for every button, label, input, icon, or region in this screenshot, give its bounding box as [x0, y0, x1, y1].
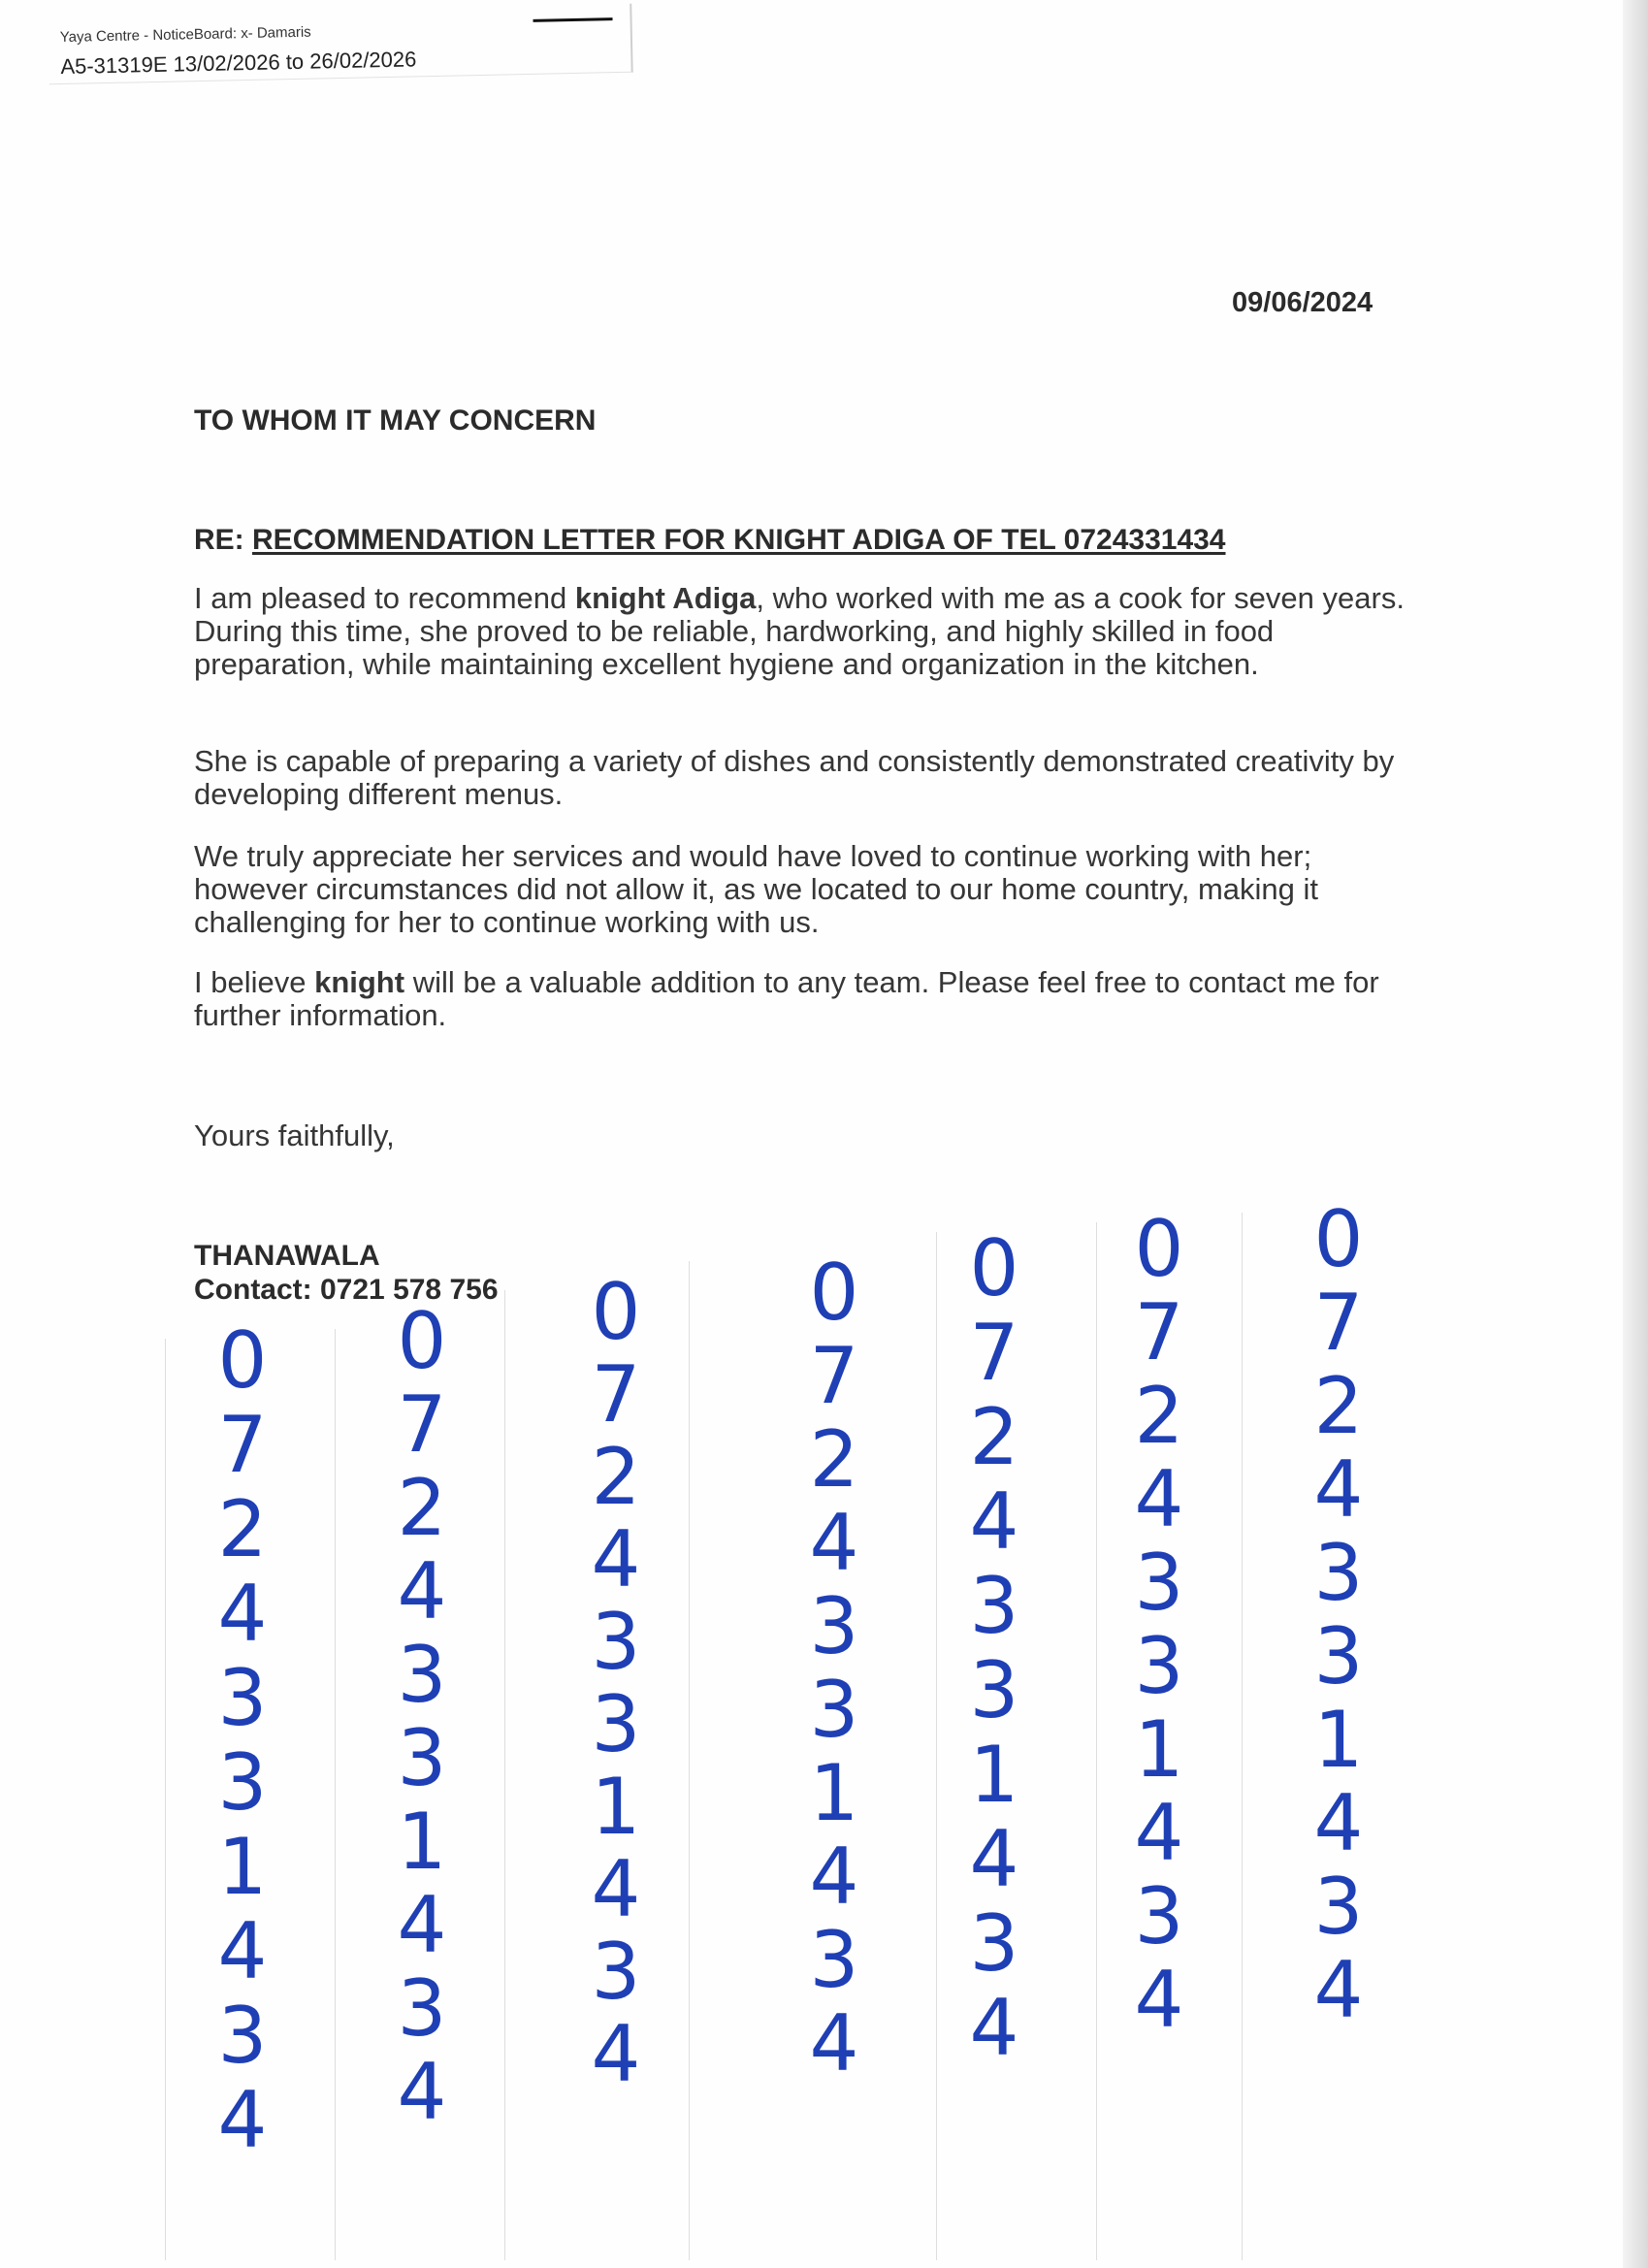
- phone-strip[interactable]: [1135, 1204, 1184, 2045]
- strip-digit: 4: [809, 1498, 859, 1588]
- paragraph-4-rest: will be a valuable addition to any team. Please feel free to contact me for further information.: [194, 965, 1379, 1032]
- strip-cut-line: [1096, 1222, 1097, 2260]
- paragraph-4: [194, 966, 1426, 1032]
- strip-digit: 4: [969, 1476, 1019, 1567]
- strip-digit: 3: [1134, 1621, 1184, 1711]
- strip-digit: 3: [809, 1915, 859, 2005]
- strip-digit: 7: [809, 1331, 859, 1421]
- phone-strip[interactable]: [592, 1267, 641, 2099]
- strip-digit: 4: [397, 1880, 447, 1970]
- strip-digit: 1: [969, 1730, 1019, 1820]
- strip-digit: 4: [1313, 1444, 1364, 1535]
- strip-digit: 4: [1313, 1778, 1364, 1868]
- strip-digit: 3: [397, 1963, 447, 2054]
- strip-digit: 4: [591, 2009, 641, 2099]
- strip-digit: 1: [1134, 1704, 1184, 1795]
- strip-digit: 0: [1134, 1204, 1184, 1294]
- sticker-location: Yaya Centre - NoticeBoard: x- Damaris: [59, 23, 311, 47]
- strip-digit: 3: [969, 1645, 1019, 1735]
- closing: Yours faithfully,: [194, 1118, 395, 1152]
- strip-digit: 4: [591, 1844, 641, 1934]
- strip-digit: 3: [1313, 1528, 1364, 1618]
- strip-cut-line: [689, 1261, 690, 2260]
- strip-digit: 3: [1134, 1871, 1184, 1961]
- strip-digit: 4: [591, 1514, 641, 1604]
- phone-strip[interactable]: [398, 1296, 447, 2137]
- paragraph-1-start: I am pleased to recommend: [194, 581, 575, 615]
- phone-strip[interactable]: [218, 1315, 268, 2165]
- noticeboard-sticker: [48, 4, 632, 85]
- strip-digit: 4: [809, 1998, 859, 2089]
- strip-digit: 2: [809, 1414, 859, 1505]
- strip-digit: 3: [217, 1653, 268, 1743]
- strip-digit: 4: [397, 1546, 447, 1636]
- strip-digit: 2: [397, 1463, 447, 1553]
- strip-digit: 4: [397, 2047, 447, 2137]
- subject-prefix: RE:: [194, 524, 244, 556]
- paragraph-1: [194, 582, 1426, 681]
- sticker-mark: [533, 17, 613, 22]
- strip-digit: 0: [591, 1267, 641, 1357]
- strip-digit: 3: [217, 1991, 268, 2081]
- strip-digit: 4: [1134, 1955, 1184, 2045]
- strip-digit: 0: [217, 1315, 268, 1406]
- strip-digit: 7: [217, 1400, 268, 1490]
- strip-cut-line: [936, 1232, 937, 2260]
- strip-digit: 3: [397, 1630, 447, 1720]
- strip-digit: 0: [809, 1247, 859, 1338]
- strip-digit: 0: [1313, 1194, 1364, 1284]
- strip-digit: 3: [217, 1737, 268, 1828]
- phone-strip[interactable]: [1314, 1194, 1364, 2035]
- strip-cut-line: [165, 1339, 166, 2260]
- signatory-contact: Contact: 0721 578 756: [194, 1274, 499, 1306]
- strip-digit: 1: [591, 1762, 641, 1852]
- strip-digit: 3: [809, 1665, 859, 1755]
- strip-digit: 2: [969, 1392, 1019, 1482]
- salutation: TO WHOM IT MAY CONCERN: [194, 405, 597, 437]
- strip-cut-line: [1242, 1213, 1243, 2260]
- subject-line: [194, 524, 1226, 557]
- paragraph-1-bold-name: knight Adiga: [574, 581, 757, 615]
- paper-edge-shadow: [1623, 0, 1648, 2268]
- strip-digit: 4: [217, 2075, 268, 2165]
- phone-strip[interactable]: [970, 1223, 1019, 2073]
- sticker-ref-dates: A5-31319E 13/02/2026 to 26/02/2026: [60, 47, 417, 80]
- strip-digit: 7: [591, 1349, 641, 1440]
- paragraph-3: We truly appreciate her services and would have loved to continue working with her; however circumstances did not allow it, as we located to our home country, making it challenging for her to continue working with us.: [194, 839, 1319, 939]
- strip-digit: 0: [969, 1223, 1019, 1313]
- signatory-name: THANAWALA: [194, 1240, 380, 1272]
- strip-cut-line: [504, 1290, 505, 2260]
- strip-digit: 7: [397, 1379, 447, 1470]
- paragraph-4-start: I believe: [194, 965, 315, 999]
- strip-digit: 3: [809, 1581, 859, 1671]
- paragraph-4-bold-name: knight: [314, 965, 405, 999]
- letter-date: 09/06/2024: [1232, 287, 1373, 318]
- strip-digit: 2: [217, 1484, 268, 1574]
- strip-digit: 7: [969, 1308, 1019, 1398]
- strip-digit: 1: [809, 1748, 859, 1838]
- strip-digit: 3: [591, 1927, 641, 2017]
- strip-digit: 4: [969, 1814, 1019, 1904]
- strip-digit: 3: [1313, 1611, 1364, 1701]
- paragraph-1-rest: , who worked with me as a cook for seven years. During this time, she proved to be reliable, hardworking, and highly skilled in food preparation, while maintaining excellent hygiene and organization in the kitchen.: [194, 581, 1405, 681]
- strip-digit: 4: [1134, 1788, 1184, 1878]
- strip-cut-line: [335, 1329, 336, 2260]
- strip-digit: 7: [1134, 1287, 1184, 1377]
- subject-text: RECOMMENDATION LETTER FOR KNIGHT ADIGA OF TEL 0724331434: [252, 524, 1226, 556]
- strip-digit: 3: [1313, 1862, 1364, 1952]
- strip-digit: 3: [591, 1679, 641, 1769]
- strip-digit: 2: [591, 1432, 641, 1522]
- strip-digit: 3: [591, 1597, 641, 1687]
- strip-digit: 4: [217, 1906, 268, 1996]
- strip-digit: 3: [969, 1898, 1019, 1989]
- strip-digit: 3: [1134, 1538, 1184, 1628]
- paragraph-2: She is capable of preparing a variety of dishes and consistently demonstrated creativity by developing different menus.: [194, 744, 1395, 811]
- strip-digit: 3: [969, 1561, 1019, 1651]
- strip-digit: 7: [1313, 1278, 1364, 1368]
- strip-digit: 4: [969, 1983, 1019, 2073]
- phone-strip[interactable]: [810, 1247, 859, 2089]
- strip-digit: 4: [1313, 1945, 1364, 2035]
- strip-digit: 1: [1313, 1695, 1364, 1785]
- strip-digit: 4: [809, 1831, 859, 1922]
- strip-digit: 4: [217, 1569, 268, 1659]
- strip-digit: 3: [397, 1713, 447, 1803]
- strip-digit: 4: [1134, 1454, 1184, 1544]
- strip-digit: 0: [397, 1296, 447, 1386]
- strip-digit: 2: [1313, 1361, 1364, 1451]
- strip-digit: 1: [397, 1797, 447, 1887]
- strip-digit: 2: [1134, 1371, 1184, 1461]
- strip-digit: 1: [217, 1822, 268, 1912]
